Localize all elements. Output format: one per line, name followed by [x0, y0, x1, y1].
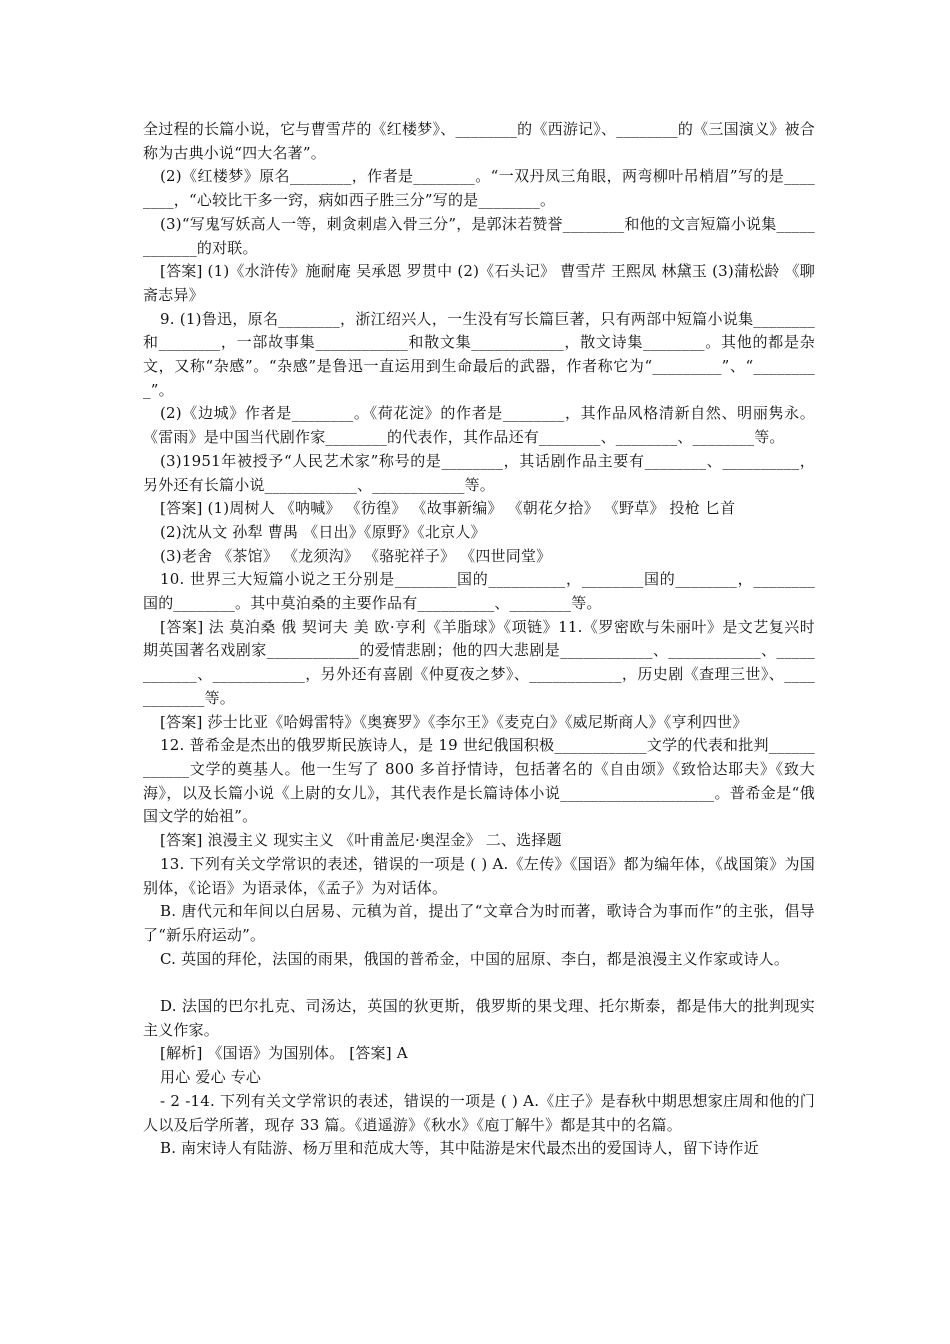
- question-9-2: (2)《边城》作者是________。《荷花淀》的作者是________，其作品风格清新自然、明丽隽永。《雷雨》是中国当代剧作家________的代表作，其作品还有________、________、________等。: [143, 404, 815, 447]
- question-13: 13. 下列有关文学常识的表述，错误的一项是 ( ) A.《左传》《国语》都为编年体，《战国策》为国别体，《论语》为语录体，《孟子》为对话体。: [143, 854, 815, 897]
- question-13-option-d: D. 法国的巴尔扎克、司汤达，英国的狄更斯，俄罗斯的果戈理、托尔斯泰，都是伟大的批判现实主义作家。: [143, 997, 815, 1039]
- analysis-13: [解析] 《国语》为国别体。 [答案] A: [160, 1044, 408, 1063]
- answer-8: [答案] (1)《水浒传》施耐庵 吴承恩 罗贯中 (2)《石头记》 曹雪芹 王熙凤 林黛玉 (3)蒲松龄 《聊斋志异》: [143, 262, 815, 304]
- document-page: [143, 118, 815, 1161]
- answer-11: [答案] 莎士比亚《哈姆雷特》《奥赛罗》《李尔王》《麦克白》《威尼斯商人》《亨利四世》: [160, 712, 748, 731]
- paragraph-2: (2)《红楼梦》原名________，作者是________。“一双丹凤三角眼，两弯柳叶吊梢眉”写的是________，“心较比干多一窍，病如西子胜三分”写的是________。: [143, 167, 815, 210]
- question-9-1: 9. (1)鲁迅，原名________，浙江绍兴人，一生没有写长篇巨著，只有两部中短篇小说集________和________，一部故事集____________和散文集____________，散文诗集________。其他的都是杂文，又称“杂感”。“杂感”是鲁迅一直运用到生命最后的武器，作者称它为“_________”、“_________”。: [143, 309, 815, 399]
- question-10: 10. 世界三大短篇小说之王分别是________国的__________，________国的________，________国的________。其中莫泊桑的主要作品有__________、________等。: [143, 570, 815, 613]
- question-13-option-b: B. 唐代元和年间以白居易、元稹为首，提出了“文章合为时而著，歌诗合为事而作”的主张，倡导了“新乐府运动”。: [143, 902, 815, 944]
- answer-10-question-11: [答案] 法 莫泊桑 俄 契诃夫 美 欧·亨利《羊脂球》《项链》11.《罗密欧与朱丽叶》是文艺复兴时期英国著名戏剧家____________的爱情悲剧；他的四大悲剧是____________、____________、____________、____________，另外还有喜剧《仲夏夜之梦》、____________，历史剧《查理三世》、____________等。: [143, 617, 815, 707]
- question-9-3: (3)1951年被授予“人民艺术家”称号的是________，其话剧作品主要有________、__________， 另外还有长篇小说____________、____________等。: [143, 451, 815, 494]
- answer-9-2: (2)沈从文 孙犁 曹禺 《日出》《原野》《北京人》: [160, 522, 486, 541]
- page-footer: 用心 爱心 专心: [160, 1068, 262, 1087]
- question-12: 12. 普希金是杰出的俄罗斯民族诗人，是 19 世纪俄国积极____________文学的代表和批判____________文学的奠基人。他一生写了 800 多首抒情诗，包括著名的《自由颂》《致恰达耶夫》《致大海》，以及长篇小说《上尉的女儿》，其代表作是长篇诗体小说____________________。普希金是“俄国文学的始祖”。: [143, 736, 815, 826]
- paragraph-1: 全过程的长篇小说，它与曹雪芹的《红楼梦》、________的《西游记》、________的《三国演义》被合称为古典小说“四大名著”。: [143, 120, 815, 162]
- paragraph-3: (3)“写鬼写妖高人一等，刺贪刺虐入骨三分”，是郭沫若赞誉________和他的文言短篇小说集____________的对联。: [143, 214, 815, 257]
- question-14: - 2 -14. 下列有关文学常识的表述，错误的一项是 ( ) A.《庄子》是春秋中期思想家庄周和他的门人以及后学所著，现存 33 篇。《逍遥游》《秋水》《庖丁解牛》都是其中的名篇。: [143, 1091, 815, 1134]
- question-13-option-c: C. 英国的拜伦，法国的雨果，俄国的普希金，中国的屈原、李白，都是浪漫主义作家或诗人。: [160, 949, 790, 968]
- answer-9-1: [答案] (1)周树人 《呐喊》 《彷徨》 《故事新编》 《朝花夕拾》 《野草》 投枪 匕首: [160, 499, 736, 518]
- answer-12: [答案] 浪漫主义 现实主义 《叶甫盖尼·奥涅金》 二、选择题: [160, 831, 562, 850]
- answer-9-3: (3)老舍 《茶馆》 《龙须沟》 《骆驼祥子》 《四世同堂》: [160, 546, 552, 565]
- question-14-option-b: B. 南宋诗人有陆游、杨万里和范成大等，其中陆游是宋代最杰出的爱国诗人，留下诗作近: [160, 1139, 759, 1158]
- blank-line: [143, 971, 815, 995]
